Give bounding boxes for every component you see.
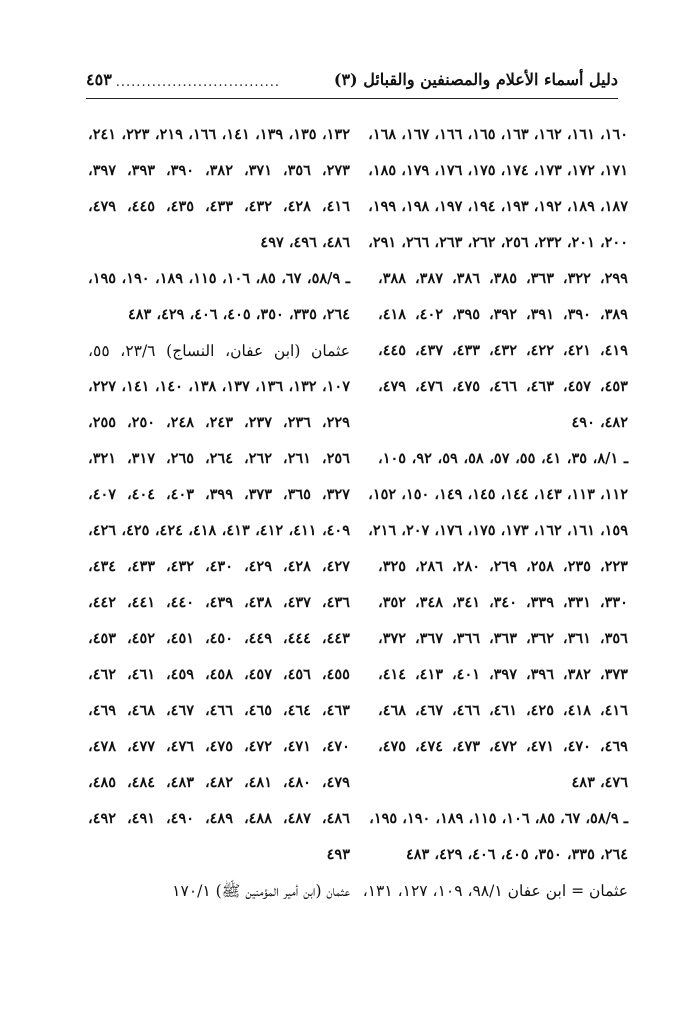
index-entry-heading: عثمان = ابن عفان ٩٨/١، ١٠٩، ١٢٧، ١٣١، (362, 882, 628, 900)
index-line: ٤٧٦، ٤٨٣ (571, 774, 628, 791)
left-column (88, 117, 350, 909)
right-column (362, 117, 629, 909)
running-header (86, 64, 618, 94)
index-line: ٤٧٩، ٤٨٠، ٤٨١، ٤٨٢، ٤٨٣، ٤٨٤، ٤٨٥، (88, 774, 350, 791)
index-line: ٤٦٣، ٤٦٤، ٤٦٥، ٤٦٦، ٤٦٧، ٤٦٨، ٤٦٩، (88, 702, 350, 719)
index-line: ١٧١، ١٧٢، ١٧٣، ١٧٤، ١٧٥، ١٧٦، ١٧٩، ١٨٥، (368, 162, 628, 179)
index-line: ١١٢، ١١٣، ١٤٣، ١٤٤، ١٤٥، ١٤٩، ١٥٠، ١٥٢، (368, 486, 628, 503)
index-line: ٣٣٠، ٣٣١، ٣٣٩، ٣٤٠، ٣٤١، ٣٤٨، ٣٥٢، (378, 594, 628, 611)
index-line: ٤٣٦، ٤٣٧، ٤٣٨، ٤٣٩، ٤٤٠، ٤٤١، ٤٤٢، (88, 594, 350, 611)
index-line: ٤١٦، ٤١٨، ٤٢٥، ٤٦١، ٤٦٦، ٤٦٧، ٤٦٨، (378, 702, 628, 719)
index-line: ٣٨٩، ٣٩٠، ٣٩١، ٣٩٢، ٣٩٥، ٤٠٢، ٤١٨، (378, 306, 628, 323)
index-line: ٣٧٣، ٣٨٢، ٣٩٦، ٣٩٧، ٤٠١، ٤١٣، ٤١٤، (378, 666, 628, 683)
index-line: ٤٥٥، ٤٥٦، ٤٥٧، ٤٥٨، ٤٥٩، ٤٦١، ٤٦٢، (88, 666, 350, 683)
index-line: ٢٦٤، ٣٣٥، ٣٥٠، ٤٠٥، ٤٠٦، ٤٢٩، ٤٨٣ (405, 846, 628, 863)
index-line: ٢٥٦، ٢٦١، ٢٦٢، ٢٦٤، ٢٦٥، ٣١٧، ٣٢١، (88, 450, 350, 467)
index-line: ـ ٨/١، ٣٥، ٤١، ٥٥، ٥٧، ٥٨، ٥٩، ٩٢، ١٠٥، (378, 450, 629, 467)
index-line: ٢٦٤، ٣٣٥، ٣٥٠، ٤٠٥، ٤٠٦، ٤٢٩، ٤٨٣ (127, 306, 350, 323)
index-line: ٤٨٦، ٤٨٧، ٤٨٨، ٤٨٩، ٤٩٠، ٤٩١، ٤٩٢، (88, 810, 350, 827)
index-line: ١٦٠، ١٦١، ١٦٢، ١٦٣، ١٦٥، ١٦٦، ١٦٧، ١٦٨، (368, 126, 628, 143)
index-line: ٤٥٣، ٤٥٧، ٤٦٣، ٤٦٦، ٤٧٥، ٤٧٦، ٤٧٩، (378, 378, 628, 395)
index-line: ٤١٦، ٤٢٨، ٤٣٢، ٤٣٣، ٤٣٥، ٤٤٥، ٤٧٩، (88, 198, 350, 215)
index-line: ٢٢٩، ٢٣٦، ٢٣٧، ٢٤٣، ٢٤٨، ٢٥٠، ٢٥٥، (88, 414, 350, 431)
index-line: ٣٥٦، ٣٦١، ٣٦٢، ٣٦٣، ٣٦٦، ٣٦٧، ٣٧٢، (378, 630, 628, 647)
index-line: ٤٢٧، ٤٢٨، ٤٢٩، ٤٣٠، ٤٣٢، ٤٣٣، ٤٣٤، (88, 558, 350, 575)
index-line: ٢٠٠، ٢٠١، ٢٣٢، ٢٥٦، ٢٦٢، ٢٦٣، ٢٦٦، ٢٩١، (368, 234, 628, 251)
index-line: ٤٩٣ (326, 846, 350, 863)
index-entry-heading: عثمان (ابن أمير المؤمنين ﷺ) ١٧٠/١ (172, 882, 350, 900)
index-entry-heading: عثمان (ابن عفان، النساج) ٢٣/٦، ٥٥، (88, 342, 350, 360)
index-line: ٤٧٠، ٤٧١، ٤٧٢، ٤٧٥، ٤٧٦، ٤٧٧، ٤٧٨، (88, 738, 350, 755)
index-line: ٤٦٩، ٤٧٠، ٤٧١، ٤٧٢، ٤٧٣، ٤٧٤، ٤٧٥، (378, 738, 628, 755)
index-line: ١٣٢، ١٣٥، ١٣٩، ١٤١، ١٦٦، ٢١٩، ٢٢٣، ٢٤١، (88, 126, 351, 143)
index-line: ١٠٧، ١٣٢، ١٣٦، ١٣٧، ١٣٨، ١٤٠، ١٤١، ٢٢٧، (88, 378, 351, 395)
index-line: ٤٠٩، ٤١١، ٤١٢، ٤١٣، ٤١٨، ٤٢٤، ٤٢٥، ٤٢٦، (88, 522, 351, 539)
page-number: ٤٥٣ (86, 69, 112, 89)
index-line: ٤٨٢، ٤٩٠ (571, 414, 628, 431)
index-line: ٤٤٣، ٤٤٤، ٤٤٩، ٤٥٠، ٤٥١، ٤٥٢، ٤٥٣، (88, 630, 350, 647)
index-line: ـ ٥٨/٩، ٦٧، ٨٥، ١٠٦، ١١٥، ١٨٩، ١٩٠، ١٩٥، (369, 810, 628, 827)
index-line: ٣٢٧، ٣٦٥، ٣٧٣، ٣٩٩، ٤٠٣، ٤٠٤، ٤٠٧، (88, 486, 350, 503)
index-line: ٢٩٩، ٣٢٢، ٣٦٣، ٣٨٥، ٣٨٦، ٣٨٧، ٣٨٨، (378, 270, 628, 287)
index-line: ١٨٧، ١٨٩، ١٩٢، ١٩٣، ١٩٤، ١٩٧، ١٩٨، ١٩٩، (368, 198, 628, 215)
index-line: ١٥٩، ١٦١، ١٦٢، ١٧٣، ١٧٥، ١٧٦، ٢٠٧، ٢١٦، (368, 522, 628, 539)
index-line: ٤١٩، ٤٢١، ٤٢٢، ٤٣٢، ٤٣٣، ٤٣٧، ٤٤٥، (378, 342, 628, 359)
header-title: دليل أسماء الأعلام والمصنفين والقبائل (٣) (333, 69, 618, 89)
index-line: ٤٨٦، ٤٩٦، ٤٩٧ (260, 234, 350, 251)
header-rule (86, 98, 618, 99)
index-line: ٢٧٣، ٣٥٦، ٣٧١، ٣٨٢، ٣٩٠، ٣٩٣، ٣٩٧، (88, 162, 350, 179)
index-line: ٢٢٣، ٢٣٥، ٢٥٨، ٢٦٩، ٢٨٠، ٢٨٦، ٣٢٥، (378, 558, 628, 575)
header-leader-dots: ................................ (115, 75, 281, 90)
index-line: ـ ٥٨/٩، ٦٧، ٨٥، ١٠٦، ١١٥، ١٨٩، ١٩٠، ١٩٥، (88, 270, 350, 287)
